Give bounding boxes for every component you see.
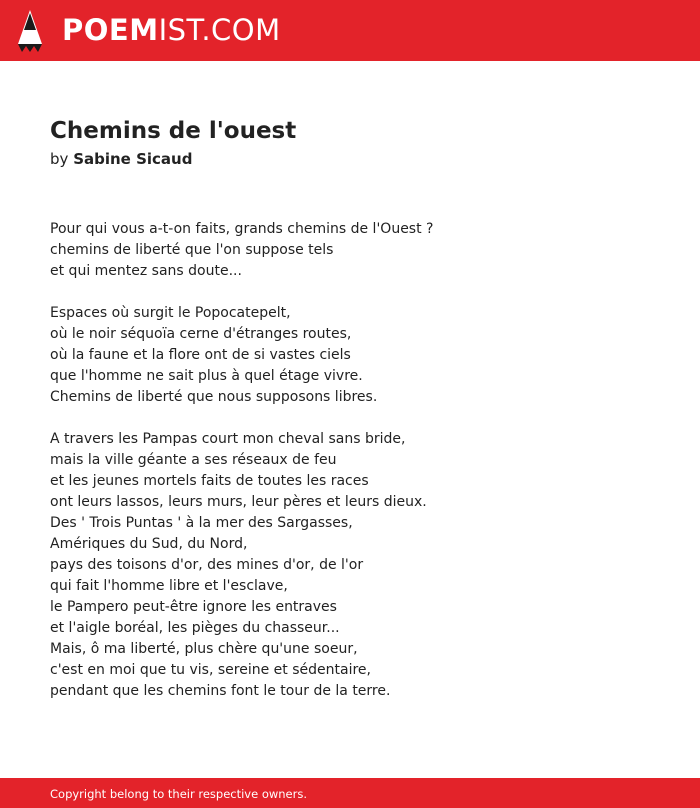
poem-line: pays des toisons d'or, des mines d'or, de l'or — [50, 557, 364, 573]
poem-line: Des ' Trois Puntas ' à la mer des Sargasses, — [50, 515, 353, 531]
logo-thin-text: IST.COM — [158, 13, 281, 47]
poem-line: Mais, ô ma liberté, plus chère qu'une soeur, — [50, 641, 358, 657]
poem-line: qui fait l'homme libre et l'esclave, — [50, 578, 288, 594]
poem-title: Chemins de l'ouest — [50, 118, 297, 144]
poem-line: où la faune et la flore ont de si vastes ciels — [50, 347, 351, 363]
author-name: Sabine Sicaud — [73, 150, 193, 168]
stanza-3 — [50, 429, 650, 702]
site-header — [0, 0, 700, 61]
poem-line: Chemins de liberté que nous supposons libres. — [50, 389, 378, 405]
byline — [50, 148, 192, 170]
poem-line: où le noir séquoïa cerne d'étranges routes, — [50, 326, 352, 342]
poem-line: ont leurs lassos, leurs murs, leur pères et leurs dieux. — [50, 494, 427, 510]
poem-line: le Pampero peut-être ignore les entraves — [50, 599, 337, 615]
site-logo[interactable] — [62, 12, 281, 48]
poem-line: pendant que les chemins font le tour de la terre. — [50, 683, 391, 699]
poem-line: Pour qui vous a-t-on faits, grands chemins de l'Ouest ? — [50, 221, 434, 237]
poem-body — [50, 219, 650, 723]
poem-line: et l'aigle boréal, les pièges du chasseur... — [50, 620, 340, 636]
poem-line: que l'homme ne sait plus à quel étage vivre. — [50, 368, 363, 384]
poem-line: et les jeunes mortels faits de toutes les races — [50, 473, 369, 489]
poem-line: c'est en moi que tu vis, sereine et sédentaire, — [50, 662, 371, 678]
logo-bold-text: POEM — [62, 13, 159, 47]
poem-line: Amériques du Sud, du Nord, — [50, 536, 248, 552]
stanza-1 — [50, 219, 650, 282]
poem-line: et qui mentez sans doute... — [50, 263, 242, 279]
poem-line: Espaces où surgit le Popocatepelt, — [50, 305, 291, 321]
copyright-notice: Copyright belong to their respective owners. — [50, 787, 308, 801]
poem-line: mais la ville géante a ses réseaux de feu — [50, 452, 337, 468]
poem-line: A travers les Pampas court mon cheval sans bride, — [50, 431, 406, 447]
site-footer — [0, 778, 700, 808]
pencil-tip-icon — [18, 10, 42, 52]
poem-line: chemins de liberté que l'on suppose tels — [50, 242, 334, 258]
by-label: by — [50, 150, 69, 168]
stanza-2 — [50, 303, 650, 408]
